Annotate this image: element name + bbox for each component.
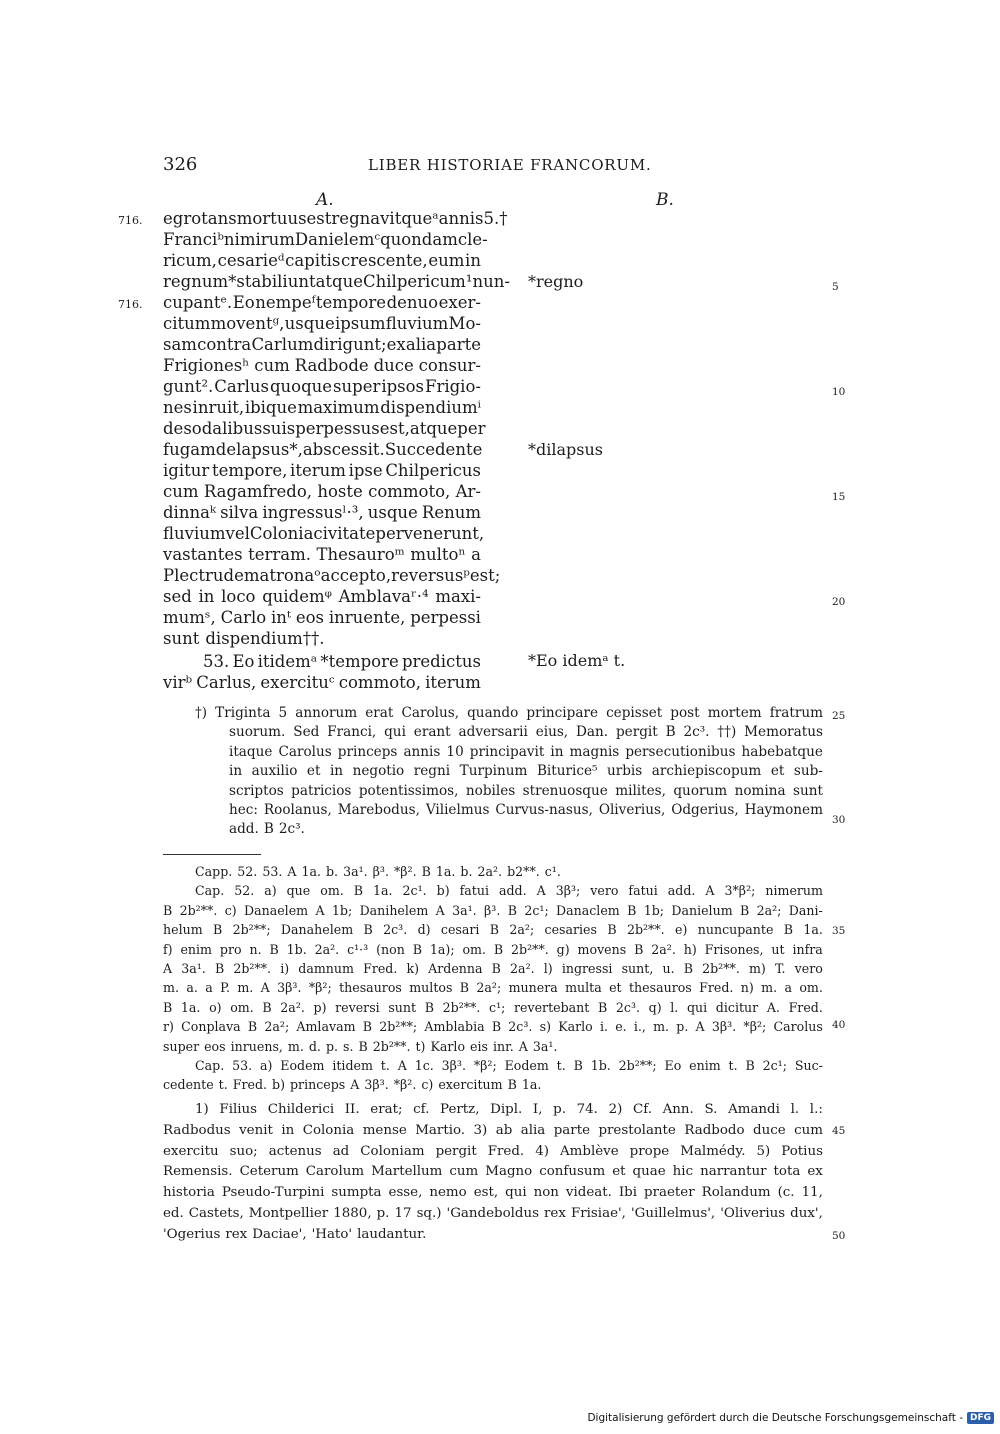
line-number: 40	[832, 1019, 846, 1031]
apparatus-line: Cap. 52. a) que om. B 1a. 2c¹. b) fatui add. A 3β³; vero fatui add. A 3*β²; nimerum	[195, 883, 823, 899]
column-b-note: *dilapsus	[528, 440, 603, 459]
apparatus-line: A 3a¹. B 2b²**. i) damnum Fred. k) Ardenna B 2a². l) ingressi sunt, u. B 2b²**. m) T. vero	[163, 960, 823, 976]
apparatus-line: B 2b²**. c) Danaelem A 1b; Danihelem A 3a¹. β³. B 2c¹; Danaclem B 1b; Danielum B 2a²; Dani-	[163, 902, 823, 918]
text-line: Plectrude matronaᵒ accepto, reversusᵖ est;	[163, 566, 501, 585]
footnote-rule	[163, 854, 261, 855]
footer-text: Digitalisierung gefördert durch die Deutsche Forschungsgemeinschaft -	[587, 1412, 963, 1424]
main-text-column-a	[163, 208, 510, 693]
apparatus-line: f) enim pro n. B 1b. 2a². c¹·³ (non B 1a); om. B 2b²**. g) movens B 2a². h) Frisones, ut infra	[163, 941, 823, 957]
footnote-line: in auxilio et in negotio regni Turpinum Biturice⁵ urbis archiepiscopum et sub-	[229, 763, 823, 780]
note-line: exercitu suo; actenus ad Coloniam pergit Fred. 4) Amblève prope Malmédy. 5) Potius	[163, 1143, 823, 1159]
apparatus-line: Cap. 53. a) Eodem itidem t. A 1c. 3β³. *β²; Eodem t. B 1b. 2b²**; Eo enim t. B 2c¹; Suc-	[195, 1057, 823, 1073]
note-line: Radbodus venit in Colonia mense Martio. 3) ab alia parte prestolante Radbodo duce cum	[163, 1122, 823, 1138]
footnote-line: scriptos patricios potentissimos, nobiles strenuosque milites, quorum nomina sunt	[229, 782, 823, 799]
margin-year: 716.	[118, 298, 143, 311]
text-line: 53. Eo itidemᵃ *tempore predictus	[203, 652, 481, 671]
column-b-note: *Eo idemᵃ t.	[528, 651, 626, 670]
apparatus-line: Capp. 52. 53. A 1a. b. 3a¹. β³. *β². B 1a. b. 2a². b2**. c¹.	[195, 864, 561, 879]
note-line: ed. Castets, Montpellier 1880, p. 17 sq.) 'Gandeboldus rex Frisiae', 'Guillelmus', 'Oliverius dux',	[163, 1205, 823, 1221]
text-line: gunt². Carlus quoque super ipsos Frigio-	[163, 377, 481, 396]
text-line: Frigionesʰ cum Radbode duce consur-	[163, 356, 481, 375]
text-line: egrotans mortuus est regnavitqueᵃ annis 5.†	[163, 209, 508, 228]
page-number: 326	[163, 154, 198, 175]
numbered-notes	[163, 1100, 823, 1246]
apparatus-line: m. a. a P. m. A 3β³. *β²; thesauros multos B 2a²; munera multa et thesauros Fred. n) m. a om.	[163, 980, 823, 996]
text-line: fluvium vel Colonia civitate pervenerunt,	[163, 524, 485, 543]
text-line: citum moventᵍ, usque ipsum fluvium Mo-	[163, 314, 481, 333]
note-line: 'Ogerius rex Daciae', 'Hato' laudantur.	[163, 1226, 427, 1242]
footnote-line: hec: Roolanus, Marebodus, Vilielmus Curvus-nasus, Oliverius, Odgerius, Haymonem	[229, 801, 823, 818]
text-line: sed in loco quidemᵠ Amblavaʳ·⁴ maxi-	[163, 587, 481, 606]
apparatus-line: B 1a. o) om. B 2a². p) reversi sunt B 2b²**. c¹; revertebant B 2c³. q) l. qui dicitur A. Fred.	[163, 999, 823, 1015]
dfg-logo-icon: DFG	[967, 1412, 994, 1424]
line-number: 30	[832, 814, 846, 826]
apparatus-line: super eos inruens, m. d. p. s. B 2b²**. t) Karlo eis inr. A 3a¹.	[163, 1038, 558, 1054]
line-number: 5	[832, 281, 839, 293]
text-line: dinnaᵏ silva ingressusˡ·³, usque Renum	[163, 503, 481, 522]
line-number: 20	[832, 596, 846, 608]
text-line: nes inruit, ibique maximum dispendiumⁱ	[163, 398, 481, 417]
apparatus-line: cedente t. Fred. b) princeps A 3β³. *β². c) exercitum B 1a.	[163, 1077, 542, 1093]
text-line: sunt dispendium††.	[163, 629, 325, 648]
text-line: igitur tempore, iterum ipse Chilpericus	[163, 461, 481, 480]
text-line: ricum, cesarieᵈ capitis crescente, eum in	[163, 251, 481, 270]
line-number: 35	[832, 925, 846, 937]
text-line: virᵇ Carlus, exercituᶜ commoto, iterum	[163, 673, 481, 692]
line-number: 50	[832, 1230, 846, 1242]
column-b-note: *regno	[528, 272, 584, 291]
note-line: historia Pseudo-Turpini sumpta esse, nemo est, qui non videat. Ibi praeter Rolandum (c. 11,	[163, 1185, 823, 1201]
text-line: Franciᵇ nimirum Danielemᶜ quondam cle-	[163, 230, 488, 249]
line-number: 45	[832, 1125, 846, 1137]
note-line: Remensis. Ceterum Carolum Martellum cum Magno confusum et quae hic narrantur tota ex	[163, 1164, 823, 1180]
text-line: mumˢ, Carlo inᵗ eos inruente, perpessi	[163, 608, 481, 627]
footnote-line: itaque Carolus princeps annis 10 principavit in magnis persecutionibus habebatque	[229, 743, 823, 760]
dagger-footnotes	[195, 704, 823, 840]
column-label-a: A.	[316, 190, 334, 210]
footnote-line: suorum. Sed Franci, qui erant adversarii eius, Dan. pergit B 2c³. ††) Memoratus	[229, 724, 823, 741]
line-number: 25	[832, 710, 846, 722]
margin-year: 716.	[118, 214, 143, 227]
text-line: regnum* stabiliunt atque Chilpericum¹ nun-	[163, 272, 510, 291]
note-line: 1) Filius Childerici II. erat; cf. Pertz, Dipl. I, p. 74. 2) Cf. Ann. S. Amandi l. l.:	[195, 1102, 823, 1117]
text-line: cupantᵉ. Eo nempeᶠ tempore denuo exer-	[163, 293, 481, 312]
text-line: fugam delapsus*, abscessit. Succedente	[163, 440, 483, 459]
text-line: de sodalibus suis perpessus est, atque per	[163, 419, 486, 438]
text-line: cum Ragamfredo, hoste commoto, Ar-	[163, 482, 481, 501]
text-line: vastantes terram. Thesauroᵐ multoⁿ a	[163, 545, 481, 564]
critical-apparatus	[163, 862, 823, 1095]
running-title: LIBER HISTORIAE FRANCORUM.	[368, 156, 652, 174]
line-number: 10	[832, 386, 846, 398]
footnote-line: add. B 2c³.	[229, 821, 305, 838]
digitization-footer	[587, 1412, 994, 1424]
apparatus-line: helum B 2b²**; Danahelem B 2c³. d) cesari B 2a²; cesaries B 2b²**. e) nuncupante B 1a.	[163, 922, 823, 938]
text-line: sam contra Carlum dirigunt; ex alia parte	[163, 335, 481, 354]
column-label-b: B.	[656, 190, 674, 210]
apparatus-line: r) Conplava B 2a²; Amlavam B 2b²**; Amblabia B 2c³. s) Karlo i. e. i., m. p. A 3β³. *β²; Carolus	[163, 1019, 823, 1035]
footnote-line: †) Triginta 5 annorum erat Carolus, quando principare cepisset post mortem fratrum	[195, 705, 823, 721]
line-number: 15	[832, 491, 846, 503]
